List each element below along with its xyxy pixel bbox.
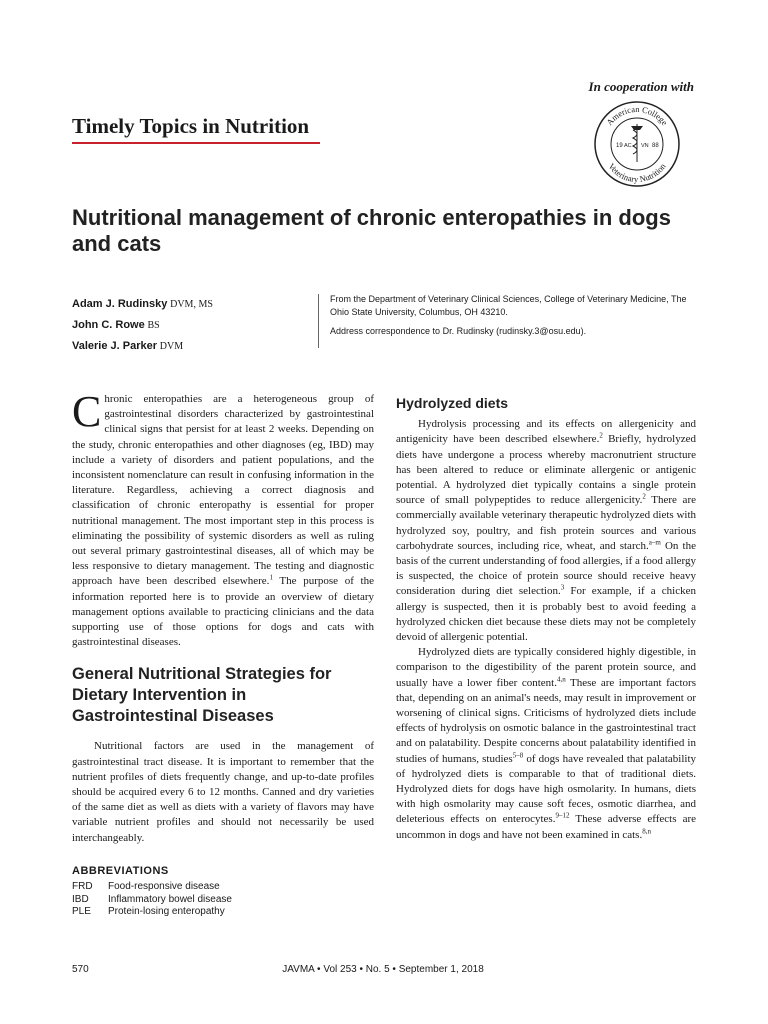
svg-text:American College — [604, 104, 670, 127]
seal-initials-right: VN — [641, 143, 649, 149]
correspondence: Address correspondence to Dr. Rudinsky (rudinsky.3@osu.edu). — [330, 326, 587, 336]
author-list — [72, 294, 213, 357]
author-item: John C. Rowe BS — [72, 319, 160, 331]
section-heading-hydrolyzed: Hydrolyzed diets — [396, 395, 509, 411]
journal-citation: JAVMA • Vol 253 • No. 5 • September 1, 2018 — [282, 964, 484, 975]
section-heading-strategies: General Nutritional Strategies for Dietary Intervention in Gastrointestinal Diseases — [72, 665, 332, 726]
article-title: Nutritional management of chronic enteropathies in dogs and cats — [72, 205, 671, 256]
author-item: Adam J. Rudinsky DVM, MS — [72, 298, 213, 310]
abbreviation-row: FRD Food-responsive disease — [72, 881, 220, 893]
intro-paragraph: Chronic enteropathies are a heterogeneous group of gastrointestinal disorders characterized by gastrointestinal clinical signs that persist for at least 2 weeks. Depending on the study, chronic enteropathies and other diagnoses (eg, IBD) may include a variety of disorders and patient populations, and the inconsistent nomenclature can result in confusing information in the literature. Regardless, achieving a correct diagnosis and classification of chronic enteropathy is essential for proper nutritional management. The most important step in this process is eliminating the possibility of systemic disorders as well as ruling out several primary gastrointestinal diseases, all of which may be less responsive to dietary management. The testing and diagnostic approach have been described elsewhere.$^1$ The purpose of the information reported here is to provide an overview of dietary management options available to practicing clinicians and the data supporting use of those options for dogs and cats with gastrointestinal diseases. — [72, 387, 374, 649]
author-item: Valerie J. Parker DVM — [72, 340, 184, 352]
affiliation-dept: From the Department of Veterinary Clinical Sciences, College of Veterinary Medicine, The Ohio State University, Columbus, OH 43210. — [330, 294, 687, 317]
series-title: Timely Topics in Nutrition — [72, 114, 310, 138]
affiliation-divider — [318, 294, 319, 348]
right-column — [396, 396, 696, 843]
series-rule — [72, 142, 320, 144]
seal-bottom-text: Veterinary Nutrition — [606, 161, 668, 185]
acvn-seal-logo — [593, 100, 681, 188]
left-column — [72, 387, 374, 919]
hydrolyzed-paragraph: Hydrolyzed diets are typically considered highly digestible, in comparison to the digestibility of the parent protein source, and usually have a lower fiber content.$^{4,n}$ These are important factors that, depending on an animal's needs, may result in improvement or worsening of clinical signs. Criticisms of hydrolyzed diets include effects of hydrolysis on osmotic balance in the gastrointestinal tract and on palatability. Despite concerns about palatability identified in studies of humans, studies$^{5-8}$ of dogs have revealed that palatability of hydrolyzed diets is comparable to that of traditional diets. Hydrolyzed diets for dogs have high osmolarity. In humans, diets with high osmolarity may cause soft feces, osmotic diarrhea, and deleterious effects on enterocytes.$^{9-12}$ These adverse effects are uncommon in dogs and have not been examined in cats.$^{8,n}$ — [396, 646, 696, 841]
seal-year-left: 19 — [616, 143, 623, 149]
abbreviations-heading: ABBREVIATIONS — [72, 864, 169, 877]
seal-initials-left: AC — [624, 143, 632, 149]
page-number: 570 — [72, 964, 89, 975]
affiliation-block — [330, 293, 700, 344]
seal-top-text: American College — [604, 103, 670, 128]
cooperation-label: In cooperation with — [588, 79, 694, 94]
seal-year-right: 88 — [652, 143, 659, 149]
strategies-paragraph: Nutritional factors are used in the management of gastrointestinal tract disease. It is important to remember that the nutrient profiles of diets frequently change, and up-to-date profiles should be acquired every 6 to 12 months. Canned and dry varieties of the same diet as well as diets with a variety of flavors may have variable nutrient profiles and should not necessarily be used interchangeably. — [72, 740, 374, 844]
drop-cap: C — [72, 387, 102, 436]
abbreviation-row: PLE Protein-losing enteropathy — [72, 906, 225, 918]
hydrolyzed-paragraph: Hydrolysis processing and its effects on allergenicity and antigenicity have been described elsewhere.$^2$ Briefly, hydrolyzed diets have undergone a process whereby macronutrient structure has been altered to reduce or eliminate allergenic or antigenic potential. A hydrolyzed diet typically contains a single protein source of small polypeptides to reduce allergenicity.$^2$ There are commercially available veterinary therapeutic hydrolyzed diets with hydrolyzed soy, poultry, and fish protein sources and various carbohydrate sources, including rice, wheat, and starch.$^{a-m}$ On the basis of the current understanding of food allergies, if a food allergy is suspected, the choice of protein source should receive heavy consideration during diet selection.$^3$ For example, if a chicken allergy is suspected, then it is probably best to avoid feeding a hydrolyzed chicken diet because these diets may not be completely devoid of allergenic potential. — [396, 418, 697, 644]
abbreviation-row: IBD Inflammatory bowel disease — [72, 893, 232, 905]
